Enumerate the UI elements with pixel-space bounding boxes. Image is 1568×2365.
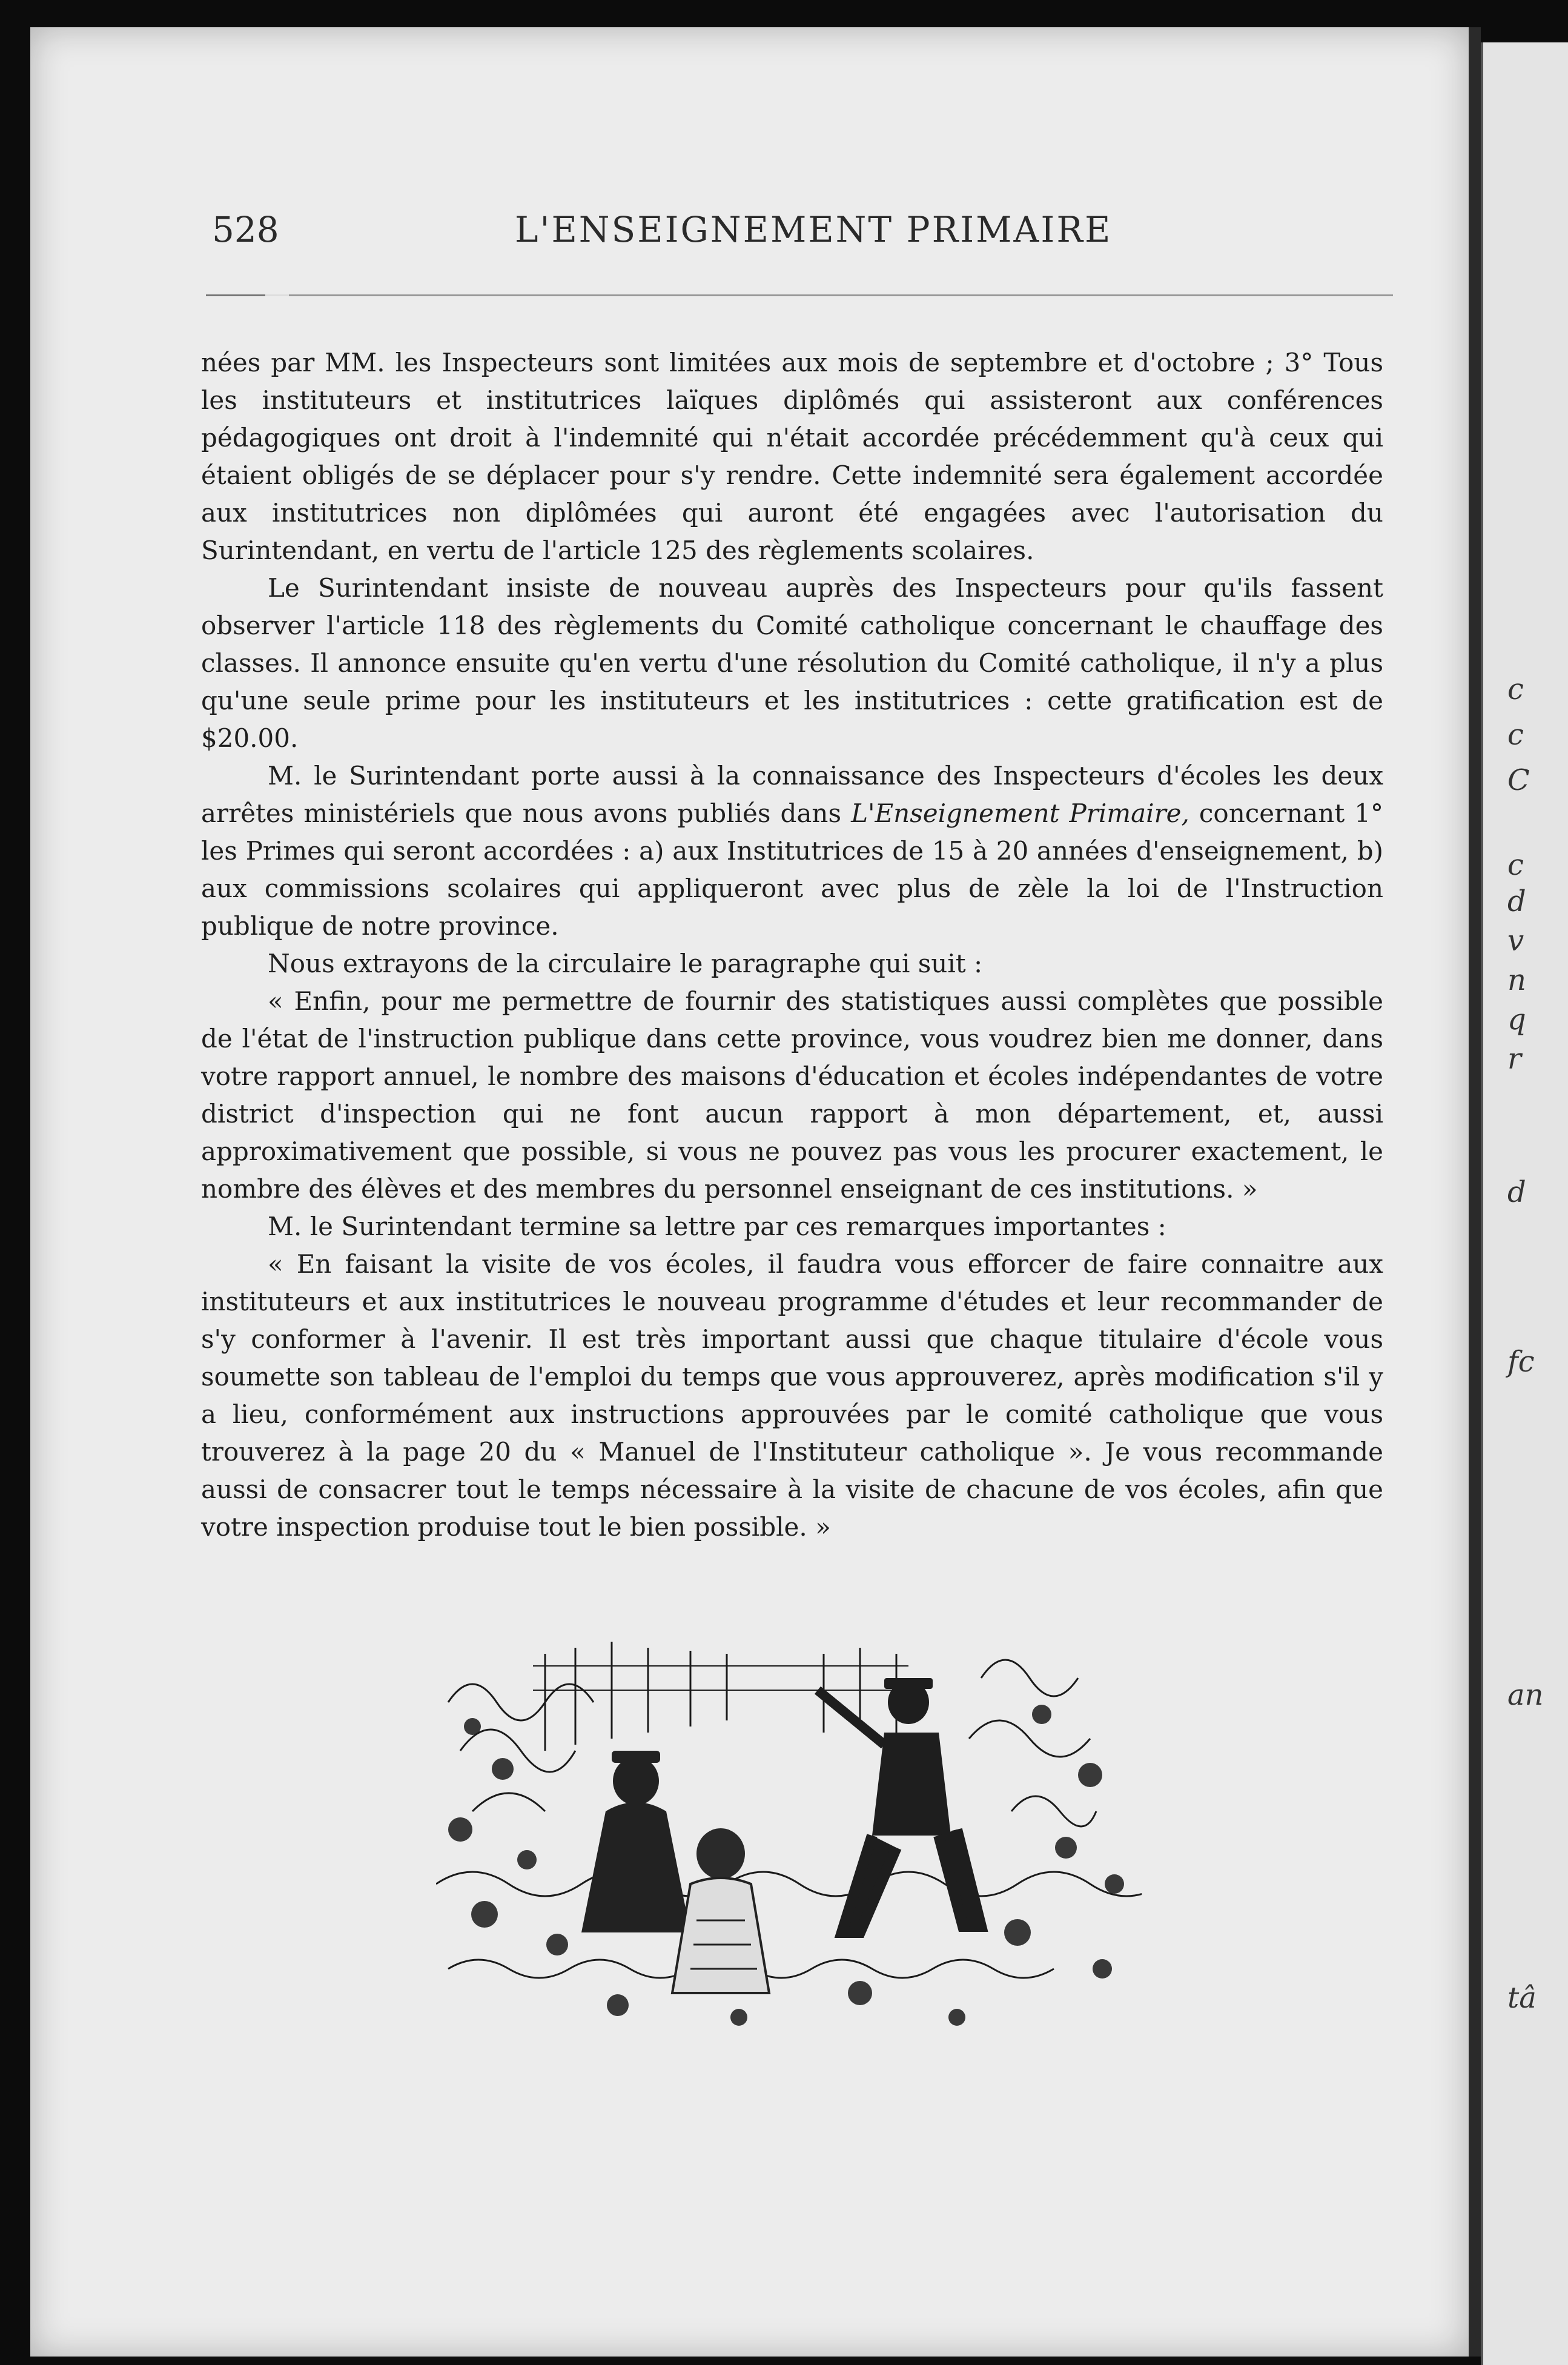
fragment-text: an — [1507, 1678, 1544, 1712]
paragraph-text: M. le Surintendant porte aussi à la connaissance des Inspecteurs d'écoles les deux arrêtes ministériels que nous avons publiés dans — [201, 761, 1383, 828]
header-rule — [206, 294, 1393, 296]
quoted-paragraph: « Enfin, pour me permettre de fournir des statistiques aussi complètes que possible de l'état de l'instruction publique dans cette province, vous voudrez bien me donner, dans votre rapport annuel, le nombre des maisons d'éducation et écoles indépendantes de votre district d'inspection qui ne font aucun rapport à mon département, et, aussi approximativement que possible, si vous ne pouvez pas vous les procurer exactement, le nombre des élèves et des membres du personnel enseignant de ces institutions. » — [201, 986, 1383, 1204]
quoted-paragraph: « En faisant la visite de vos écoles, il faudra vous efforcer de faire connaitre aux instituteurs et aux institutrices le nouveau programme d'études et leur recommander de s'y conformer à l'avenir. Il est très important aussi que chaque titulaire d'école vous soumette son tableau de l'emploi du temps que vous approuverez, après modification s'il y a lieu, conformément aux instructions approuvées par le comité catholique que vous trouverez à la page 20 du « Manuel de l'Instituteur catholique ». Je vous recommande aussi de consacrer tout le temps nécessaire à la visite de chacune de vos écoles, afin que votre inspection produise tout le bien possible. » — [201, 1249, 1383, 1542]
fragment-text: d — [1507, 1175, 1526, 1209]
journal-title: L'Enseignement Primaire, — [851, 798, 1189, 828]
paragraph: M. le Surintendant termine sa lettre par ces remarques importantes : — [268, 1212, 1166, 1241]
fragment-text: r — [1507, 1042, 1521, 1076]
fragment-text: C — [1507, 763, 1530, 797]
fragment-text: v — [1507, 924, 1524, 958]
paragraph: nées par MM. les Inspecteurs sont limitées aux mois de septembre et d'octobre ; 3° Tous les instituteurs et institutrices laïques diplômés qui assisteront aux conférences pédagogiques ont droit à l'indemnité qui n'était accordée précédemment qu'à ceux qui étaient obligés de se déplacer pour s'y rendre. Cette indemnité sera également accordée aux institutrices non diplômées qui auront été engagées avec l'autorisation du Surintendant, en vertu de l'article 125 des règlements scolaires. — [201, 348, 1383, 565]
paragraph: Le Surintendant insiste de nouveau auprès des Inspecteurs pour qu'ils fassent observer l'article 118 des règlements du Comité catholique concernant le chauffage des classes. Il annonce ensuite qu'en vertu d'une résolution du Comité catholique, il n'y a plus qu'une seule prime pour les instituteurs et les institutrices : cette gratification est de $20.00. — [201, 573, 1383, 753]
fragment-text: fc — [1507, 1345, 1535, 1379]
fragment-text: c — [1507, 718, 1524, 752]
paragraph — [201, 757, 1383, 945]
body-text — [201, 344, 1383, 1546]
page-number: 528 — [212, 209, 279, 250]
paragraph-text: concernant 1° les Primes qui seront accordées : a) aux Institutrices de 15 à 20 années d'enseignement, b) aux commissions scolaires qui appliqueront avec plus de zèle la loi de l'Instruction publique de notre province. — [201, 798, 1384, 941]
running-title: L'ENSEIGNEMENT PRIMAIRE — [515, 209, 1113, 250]
fragment-text: c — [1507, 672, 1524, 706]
fragment-text: q — [1507, 1003, 1526, 1037]
fragment-text: n — [1507, 963, 1526, 997]
page-edge-shadow — [1469, 27, 1481, 2357]
fragment-text: tâ — [1507, 1981, 1537, 2015]
fragment-text: d — [1507, 884, 1526, 918]
engraving-illustration — [436, 1630, 1142, 2054]
fragment-text: c — [1507, 848, 1524, 882]
adjacent-page-fragment — [1481, 42, 1568, 2365]
paragraph: Nous extrayons de la circulaire le paragraphe qui suit : — [268, 949, 983, 978]
